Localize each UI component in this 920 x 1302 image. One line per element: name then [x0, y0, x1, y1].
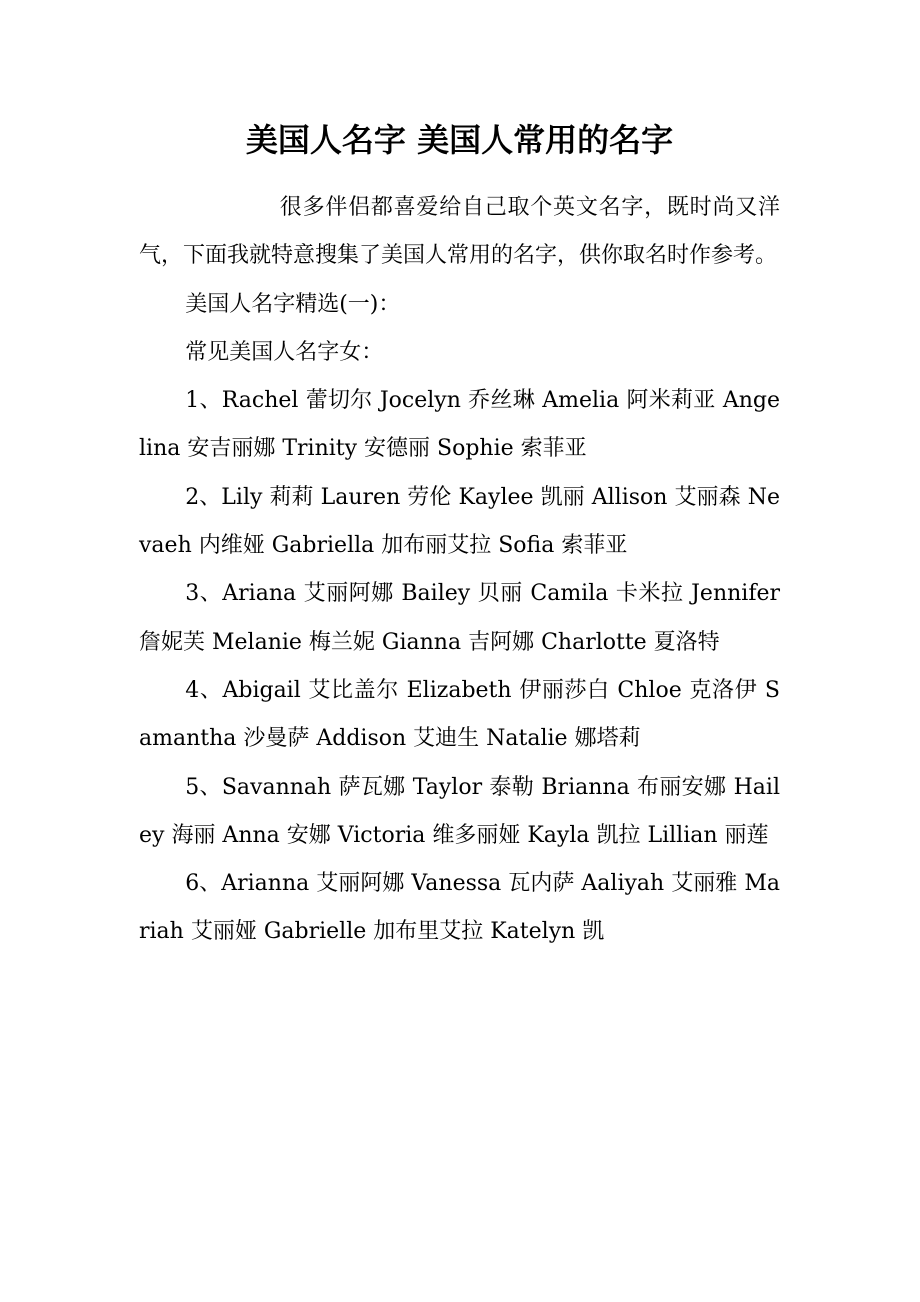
subsection-heading: 常见美国人名字女： [185, 339, 384, 365]
name-list-paragraph: 2、Lily 莉莉 Lauren 劳伦 Kaylee 凯丽 Allison 艾丽森 Nevaeh 内维娅 Gabriella 加布丽艾拉 Sofia 索菲亚 [139, 484, 780, 559]
name-list-paragraph: 4、Abigail 艾比盖尔 Elizabeth 伊丽莎白 Chloe 克洛伊 Samantha 沙曼萨 Addison 艾迪生 Natalie 娜塔莉 [139, 677, 780, 752]
document-title: 美国人名字 美国人常用的名字 [245, 121, 674, 159]
name-list-paragraph: 6、Arianna 艾丽阿娜 Vanessa 瓦内萨 Aaliyah 艾丽雅 Mariah 艾丽娅 Gabrielle 加布里艾拉 Katelyn 凯 [139, 871, 780, 945]
section-heading: 美国人名字精选(一)： [185, 291, 401, 317]
name-list-paragraph: 1、Rachel 蕾切尔 Jocelyn 乔丝琳 Amelia 阿米莉亚 Angelina 安吉丽娜 Trinity 安德丽 Sophie 索菲亚 [139, 388, 780, 462]
name-list-paragraph: 5、Savannah 萨瓦娜 Taylor 泰勒 Brianna 布丽安娜 Hailey 海丽 Anna 安娜 Victoria 维多丽娅 Kayla 凯拉 Lillian 丽莲 [139, 774, 780, 848]
intro-paragraph: 很多伴侣都喜爱给自己取个英文名字，既时尚又洋气，下面我就特意搜集了美国人常用的名字，供你取名时作参考。 [139, 195, 780, 269]
name-list-paragraph: 3、Ariana 艾丽阿娜 Bailey 贝丽 Camila 卡米拉 Jennifer 詹妮芙 Melanie 梅兰妮 Gianna 吉阿娜 Charlotte 夏洛特 [139, 581, 780, 655]
document-body [139, 184, 780, 957]
